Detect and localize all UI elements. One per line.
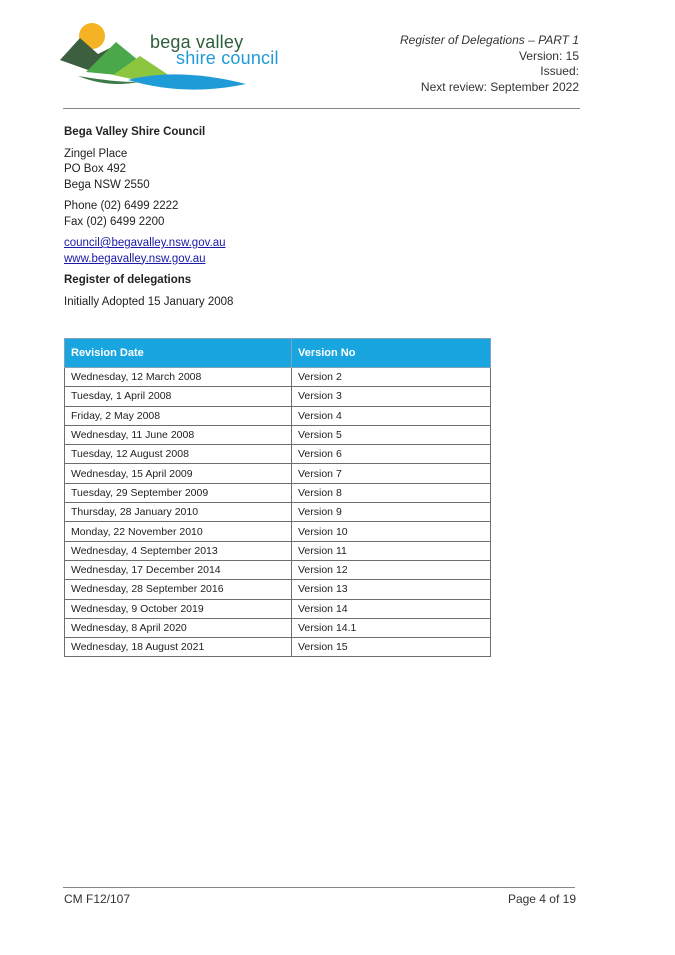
table-row xyxy=(65,618,491,637)
column-header-revision-date: Revision Date xyxy=(65,339,292,368)
table-row xyxy=(65,599,491,618)
revision-table xyxy=(64,338,491,657)
address-line: Zingel Place xyxy=(64,147,128,160)
org-address xyxy=(64,147,584,194)
revision-date-cell: Wednesday, 18 August 2021 xyxy=(65,638,292,657)
version-cell: Version 2 xyxy=(292,368,491,387)
revision-date-cell: Wednesday, 8 April 2020 xyxy=(65,618,292,637)
org-links xyxy=(64,236,584,267)
header-divider xyxy=(63,108,580,109)
table-row xyxy=(65,464,491,483)
version-cell: Version 9 xyxy=(292,503,491,522)
version-cell: Version 10 xyxy=(292,522,491,541)
revision-date-cell: Wednesday, 15 April 2009 xyxy=(65,464,292,483)
table-row xyxy=(65,580,491,599)
version-cell: Version 14.1 xyxy=(292,618,491,637)
page-content xyxy=(64,125,584,310)
revision-date-cell: Wednesday, 12 March 2008 xyxy=(65,368,292,387)
version-cell: Version 3 xyxy=(292,387,491,406)
table-row xyxy=(65,387,491,406)
version-cell: Version 12 xyxy=(292,560,491,579)
table-row xyxy=(65,483,491,502)
email-link[interactable]: council@begavalley.nsw.gov.au xyxy=(64,237,226,249)
version-cell: Version 11 xyxy=(292,541,491,560)
website-link[interactable]: www.begavalley.nsw.gov.au xyxy=(64,252,206,265)
table-row xyxy=(65,406,491,425)
doc-adopted: Initially Adopted 15 January 2008 xyxy=(64,295,234,308)
org-name: Bega Valley Shire Council xyxy=(64,126,206,138)
table-row xyxy=(65,541,491,560)
footer-page-number: Page 4 of 19 xyxy=(507,892,576,906)
table-row xyxy=(65,638,491,657)
header-next-review: Next review: September 2022 xyxy=(420,79,579,94)
revision-date-cell: Wednesday, 28 September 2016 xyxy=(65,580,292,599)
header-issued: Issued: xyxy=(540,64,579,78)
revision-date-cell: Wednesday, 4 September 2013 xyxy=(65,541,292,560)
address-line: Bega NSW 2550 xyxy=(64,178,150,191)
column-header-version-no: Version No xyxy=(292,339,491,368)
revision-date-cell: Wednesday, 17 December 2014 xyxy=(65,560,292,579)
address-line: PO Box 492 xyxy=(64,163,127,175)
logo-wordmark xyxy=(150,34,279,66)
table-row xyxy=(65,560,491,579)
logo-line-1: bega valley xyxy=(150,32,244,52)
doc-title: Register of delegations xyxy=(64,274,192,286)
header-version: Version: 15 xyxy=(518,48,579,63)
header-title: Register of Delegations – PART 1 xyxy=(400,33,579,47)
revision-date-cell: Thursday, 28 January 2010 xyxy=(65,503,292,522)
version-cell: Version 13 xyxy=(292,580,491,599)
org-phone: Phone (02) 6499 2222 xyxy=(64,200,179,212)
revision-date-cell: Wednesday, 9 October 2019 xyxy=(65,599,292,618)
table-row xyxy=(65,503,491,522)
version-cell: Version 8 xyxy=(292,483,491,502)
table-row xyxy=(65,522,491,541)
table-row xyxy=(65,445,491,464)
footer-reference: CM F12/107 xyxy=(64,892,131,906)
document-header xyxy=(400,33,579,95)
revision-date-cell: Wednesday, 11 June 2008 xyxy=(65,425,292,444)
revision-date-cell: Tuesday, 29 September 2009 xyxy=(65,483,292,502)
org-contact xyxy=(64,199,584,230)
version-cell: Version 6 xyxy=(292,445,491,464)
version-cell: Version 4 xyxy=(292,406,491,425)
footer-divider xyxy=(63,887,575,888)
table-header-row xyxy=(65,339,491,368)
table-row xyxy=(65,425,491,444)
org-fax: Fax (02) 6499 2200 xyxy=(64,215,165,228)
revision-date-cell: Tuesday, 12 August 2008 xyxy=(65,445,292,464)
version-cell: Version 5 xyxy=(292,425,491,444)
version-cell: Version 14 xyxy=(292,599,491,618)
logo-line-2: shire council xyxy=(176,48,279,68)
revision-date-cell: Friday, 2 May 2008 xyxy=(65,406,292,425)
council-logo xyxy=(58,20,283,95)
version-cell: Version 15 xyxy=(292,638,491,657)
revision-date-cell: Monday, 22 November 2010 xyxy=(65,522,292,541)
revision-date-cell: Tuesday, 1 April 2008 xyxy=(65,387,292,406)
table-row xyxy=(65,368,491,387)
version-cell: Version 7 xyxy=(292,464,491,483)
